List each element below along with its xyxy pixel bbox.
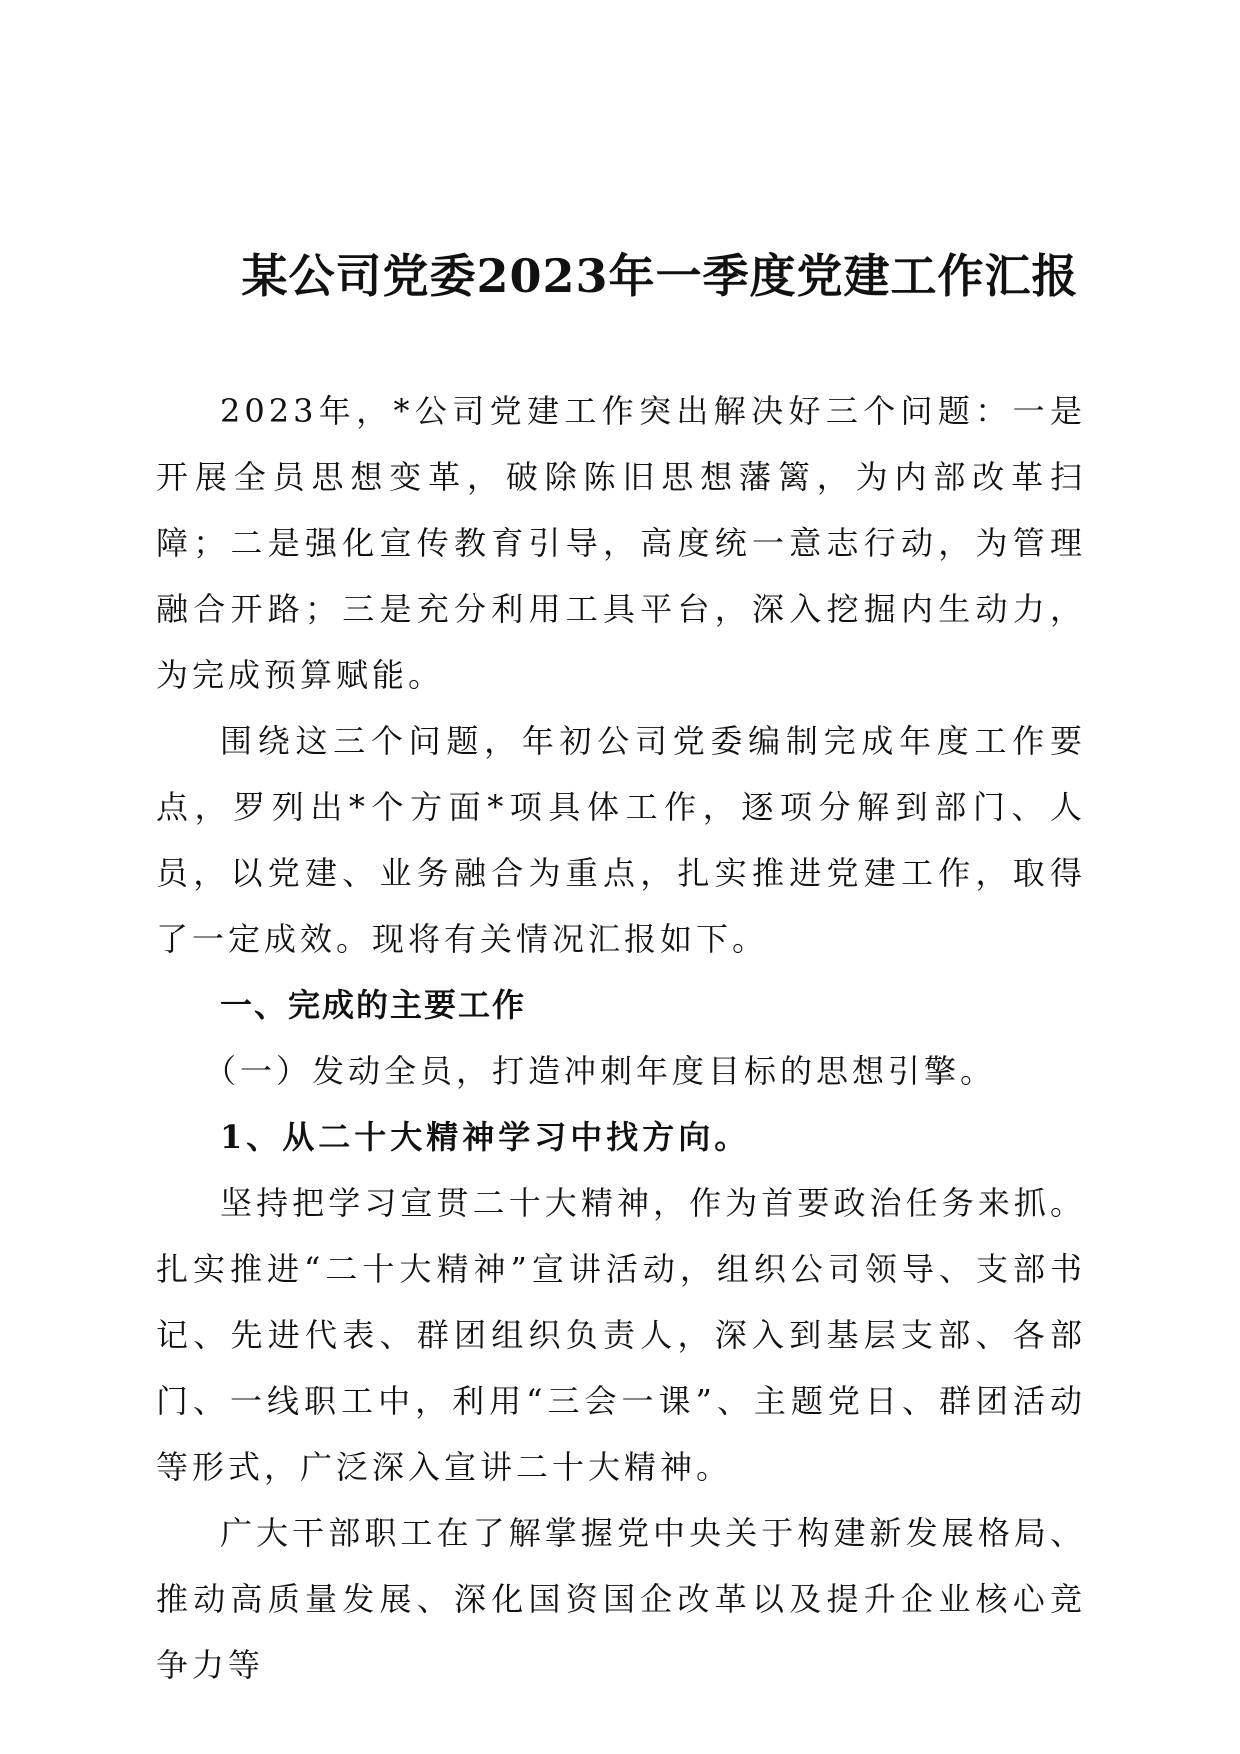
section-heading-main-work: 一、完成的主要工作 <box>220 986 527 1024</box>
subsection-heading-mobilize: （一）发动全员，打造冲刺年度目标的思想引擎。 <box>204 1052 997 1090</box>
paragraph-overview: 围绕这三个问题，年初公司党委编制完成年度工作要点，罗列出*个方面*项具体工作，逐项分解到部门、人员，以党建、业务融合为重点，扎实推进党建工作，取得了一定成效。现将有关情况汇报如下。 <box>156 722 1086 958</box>
paragraph-cadres: 广大干部职工在了解掌握党中央关于构建新发展格局、推动高质量发展、深化国资国企改革以及提升企业核心竞争力等 <box>156 1514 1086 1684</box>
item-heading-direction: 1、从二十大精神学习中找方向。 <box>220 1118 751 1156</box>
document-title: 某公司党委2023年一季度党建工作汇报 <box>241 249 1079 303</box>
paragraph-study: 坚持把学习宣贯二十大精神，作为首要政治任务来抓。扎实推进“二十大精神”宣讲活动，组织公司领导、支部书记、先进代表、群团组织负责人，深入到基层支部、各部门、一线职工中，利用“三会一课”、主题党日、群团活动等形式，广泛深入宣讲二十大精神。 <box>156 1184 1086 1486</box>
document-body <box>156 378 1086 1698</box>
paragraph-intro: 2023年，*公司党建工作突出解决好三个问题：一是开展全员思想变革，破除陈旧思想藩篱，为内部改革扫障；二是强化宣传教育引导，高度统一意志行动，为管理融合开路；三是充分利用工具平台，深入挖掘内生动力，为完成预算赋能。 <box>156 392 1086 694</box>
